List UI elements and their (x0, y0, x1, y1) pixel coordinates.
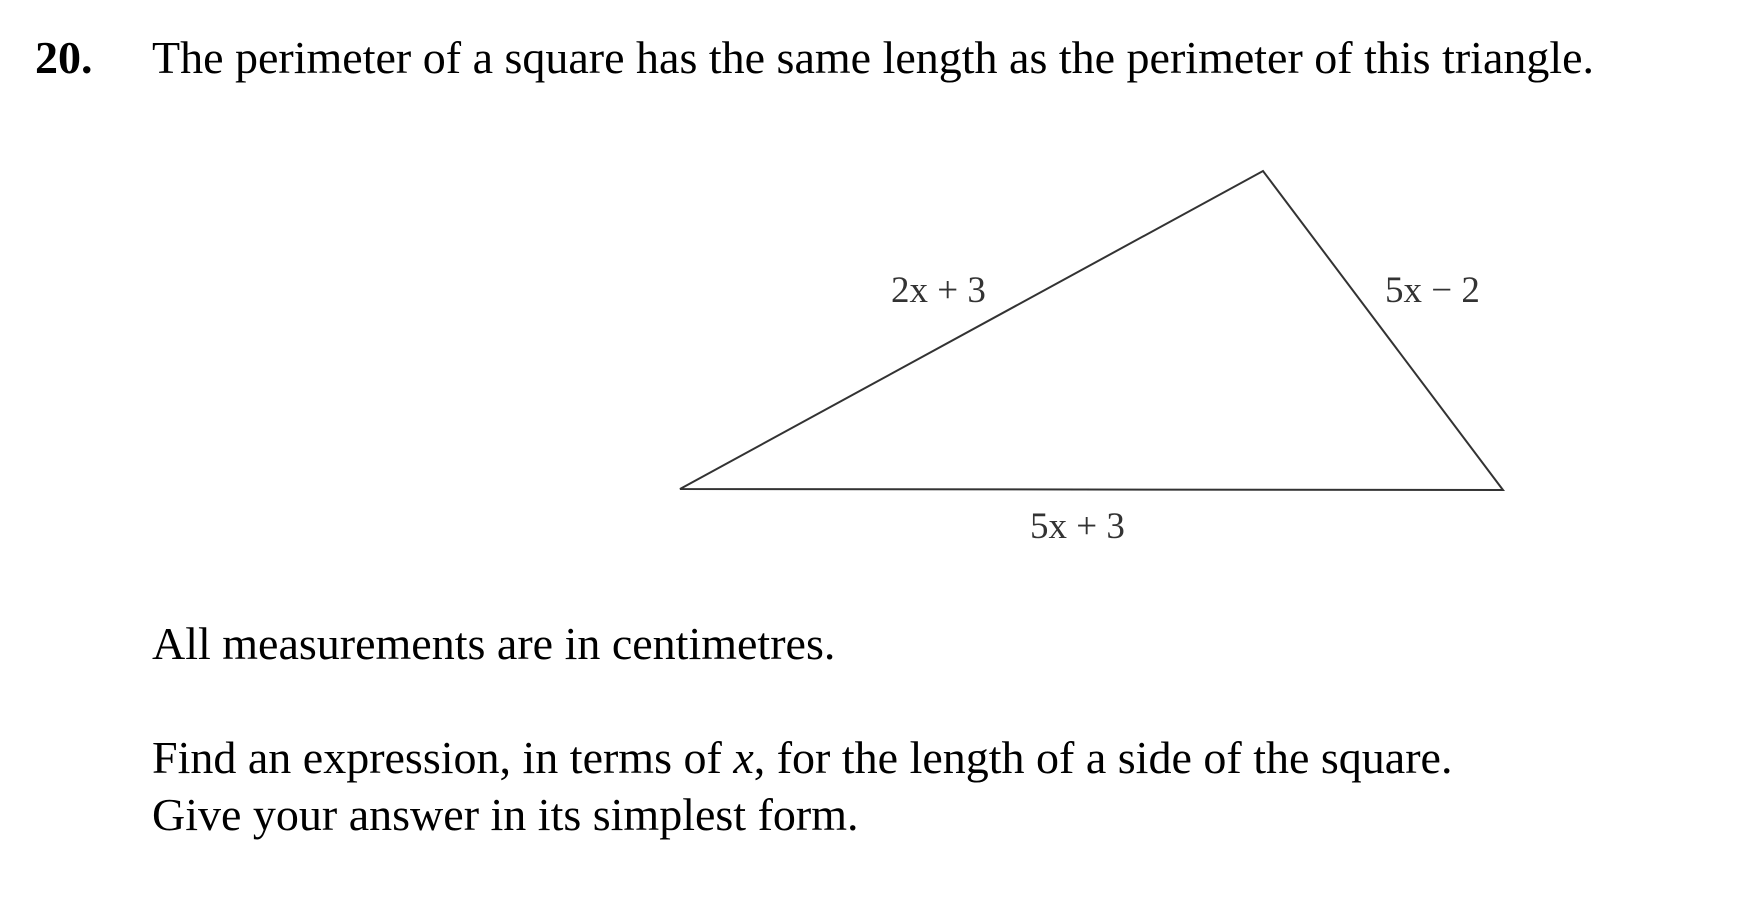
label-right-side: 5x − 2 (1385, 270, 1480, 311)
label-left-side: 2x + 3 (891, 270, 986, 311)
question-text: The perimeter of a square has the same length as the perimeter of this triangle. (152, 32, 1595, 83)
task-line-1 (152, 728, 1452, 788)
units-note: All measurements are in centimetres. (152, 618, 836, 669)
question-number: 20. (35, 32, 93, 83)
task-text-after: , for the length of a side of the square. (753, 732, 1453, 783)
variable-x: x (733, 732, 754, 783)
task-line-2: Give your answer in its simplest form. (152, 789, 859, 840)
label-base: 5x + 3 (1030, 506, 1125, 547)
triangle-shape (680, 171, 1503, 490)
task-text-before: Find an expression, in terms of (152, 732, 734, 783)
